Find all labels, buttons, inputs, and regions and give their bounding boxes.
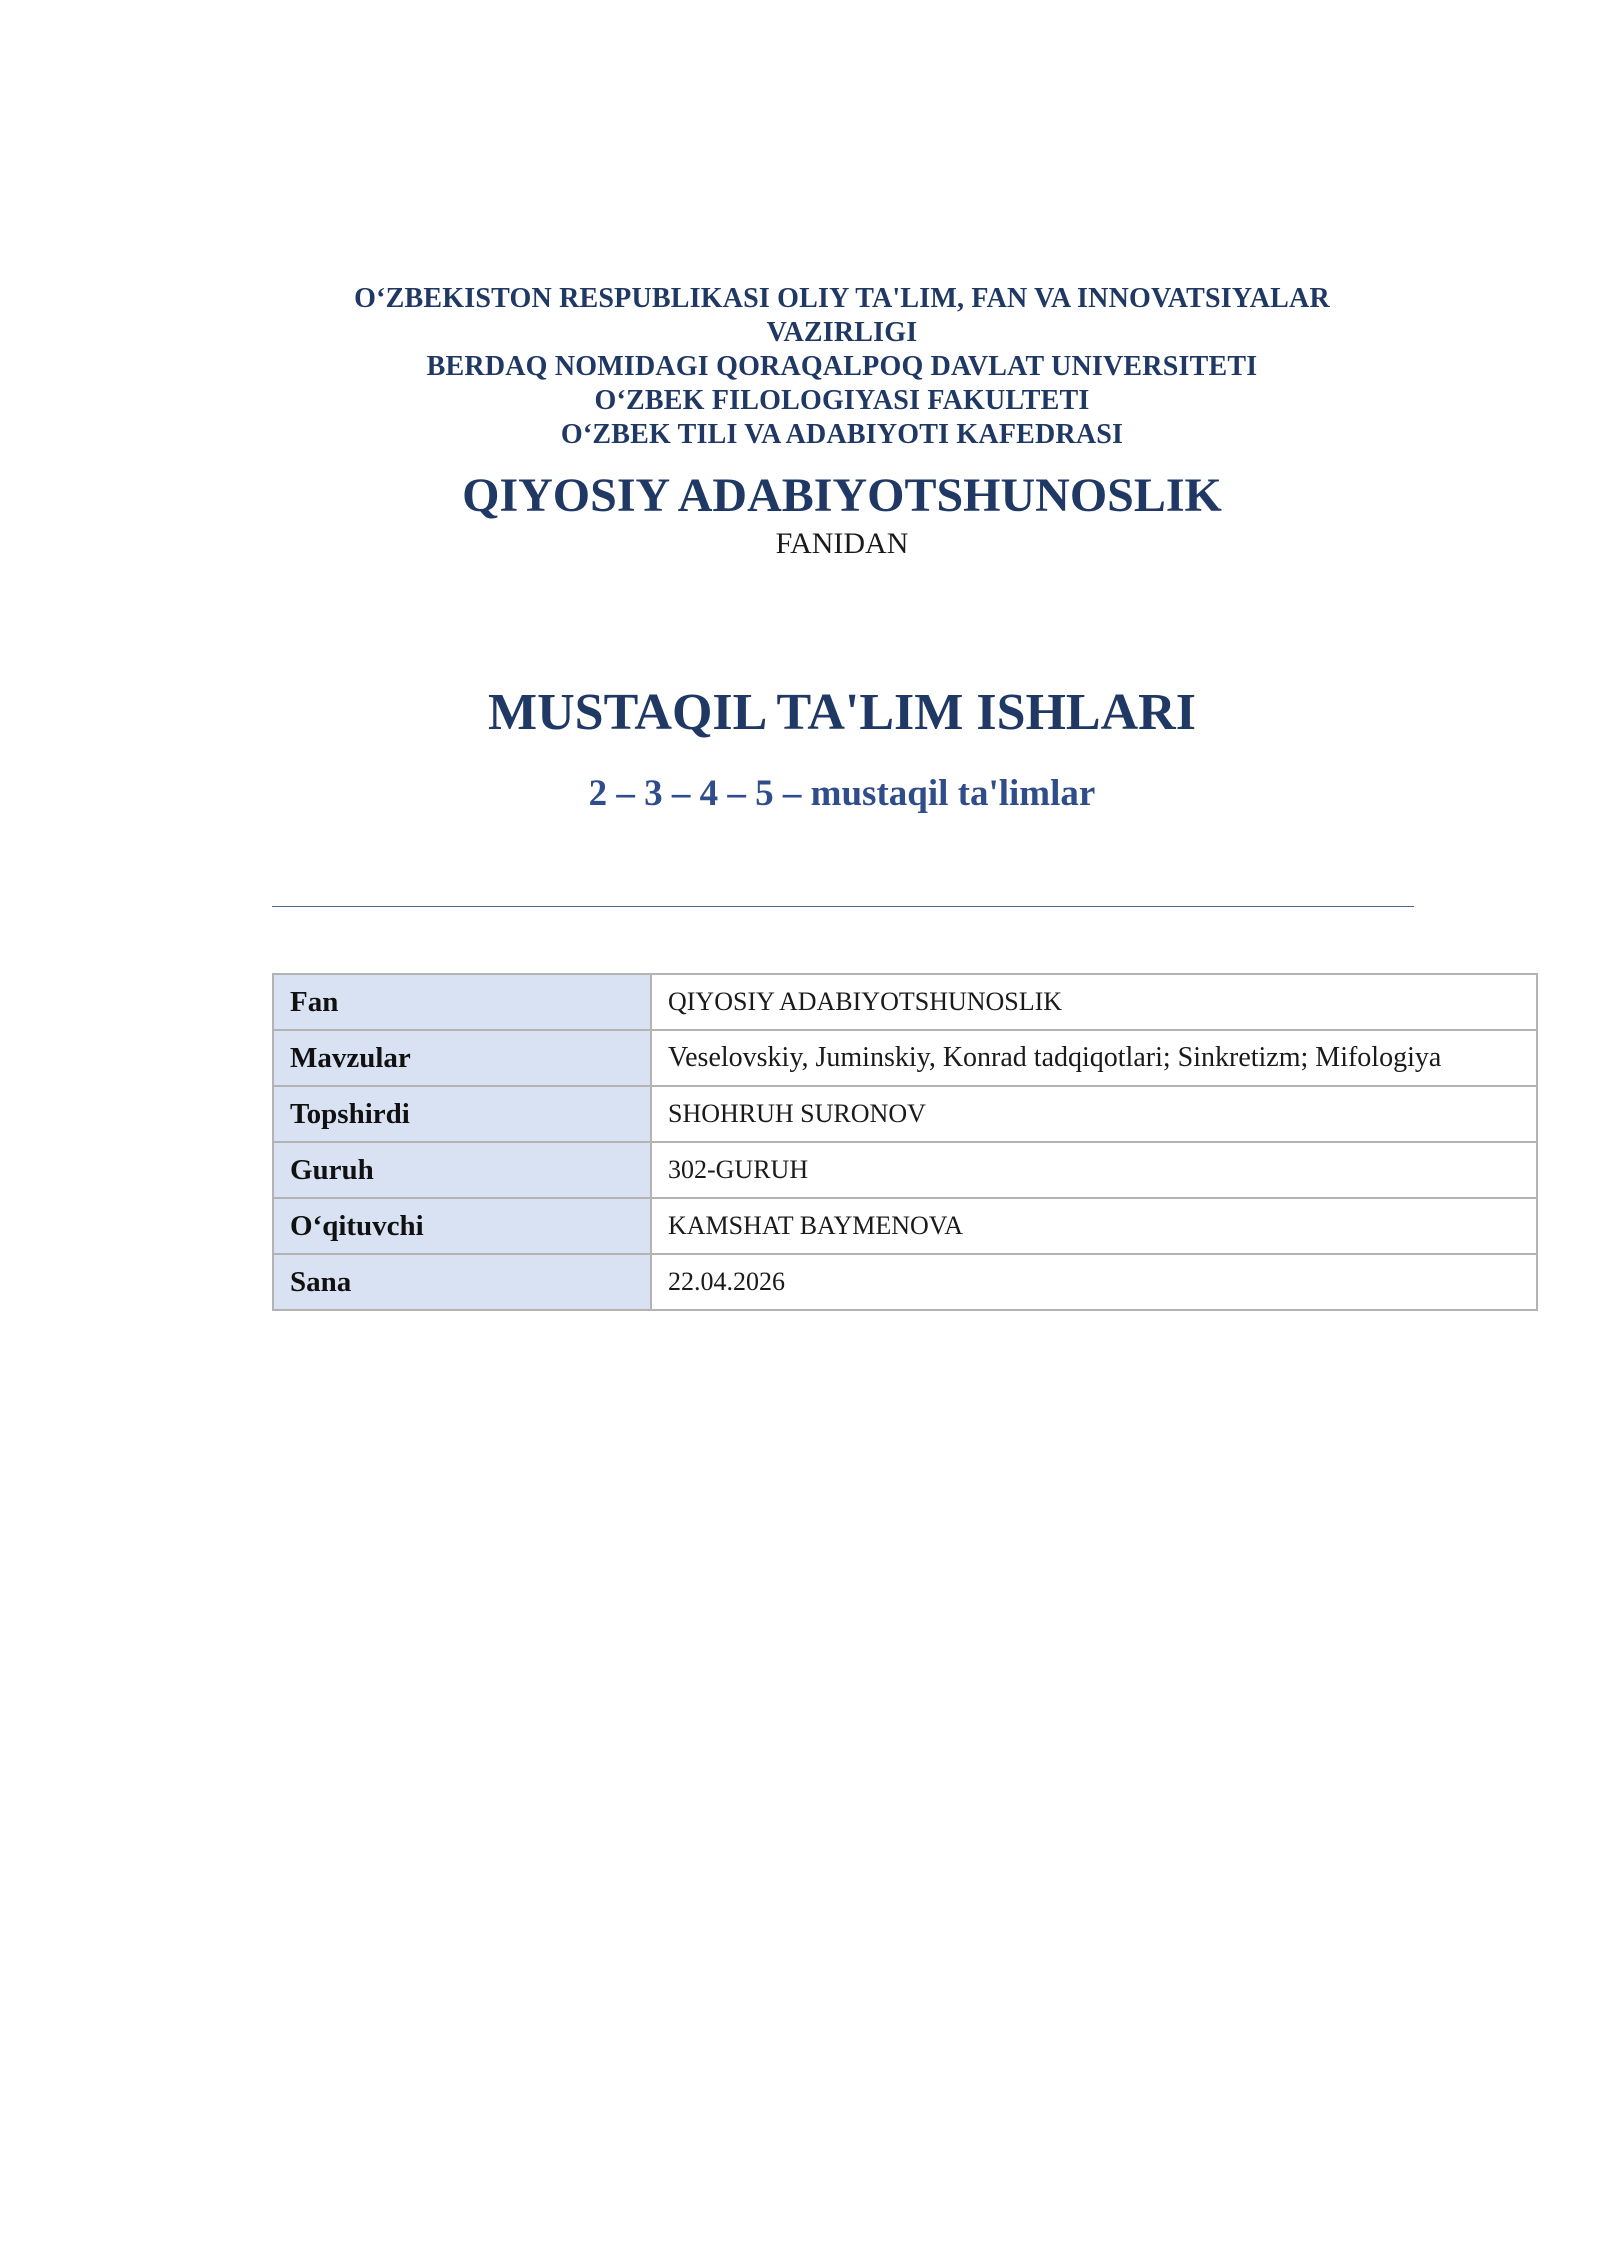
ministry-line-2: VAZIRLIGI [766,317,918,348]
row-value: QIYOSIY ADABIYOTSHUNOSLIK [651,974,1537,1030]
department-name: O‘ZBEK TILI VA ADABIYOTI KAFEDRASI [560,419,1124,450]
work-title: MUSTAQIL TA'LIM ISHLARI [488,684,1196,741]
table-row [273,1198,1537,1254]
row-label: Guruh [273,1142,651,1198]
row-value: KAMSHAT BAYMENOVA [651,1198,1537,1254]
ministry-line-1: O‘ZBEKISTON RESPUBLIKASI OLIY TA'LIM, FAN VA INNOVATSIYALAR [354,283,1330,314]
row-label: Mavzular [273,1030,651,1086]
row-label: Sana [273,1254,651,1310]
row-value: Veselovskiy, Juminskiy, Konrad tadqiqotlari; Sinkretizm; Mifologiya [651,1030,1537,1086]
work-subtitle: 2 – 3 – 4 – 5 – mustaqil ta'limlar [588,773,1096,814]
row-label: O‘qituvchi [273,1198,651,1254]
university-name: BERDAQ NOMIDAGI QORAQALPOQ DAVLAT UNIVERSITETI [426,351,1258,382]
horizontal-divider [272,906,1414,907]
table-row [273,1254,1537,1310]
row-value: 22.04.2026 [651,1254,1537,1310]
row-label: Fan [273,974,651,1030]
subject-suffix: FANIDAN [775,527,909,560]
table-row [273,1030,1537,1086]
info-table [272,973,1538,1311]
table-row [273,974,1537,1030]
table-row [273,1086,1537,1142]
table-row [273,1142,1537,1198]
faculty-name: O‘ZBEK FILOLOGIYASI FAKULTETI [594,385,1090,416]
row-value: 302-GURUH [651,1142,1537,1198]
subject-title: QIYOSIY ADABIYOTSHUNOSLIK [462,469,1222,522]
row-value: SHOHRUH SURONOV [651,1086,1537,1142]
institution-header [0,282,1600,452]
row-label: Topshirdi [273,1086,651,1142]
